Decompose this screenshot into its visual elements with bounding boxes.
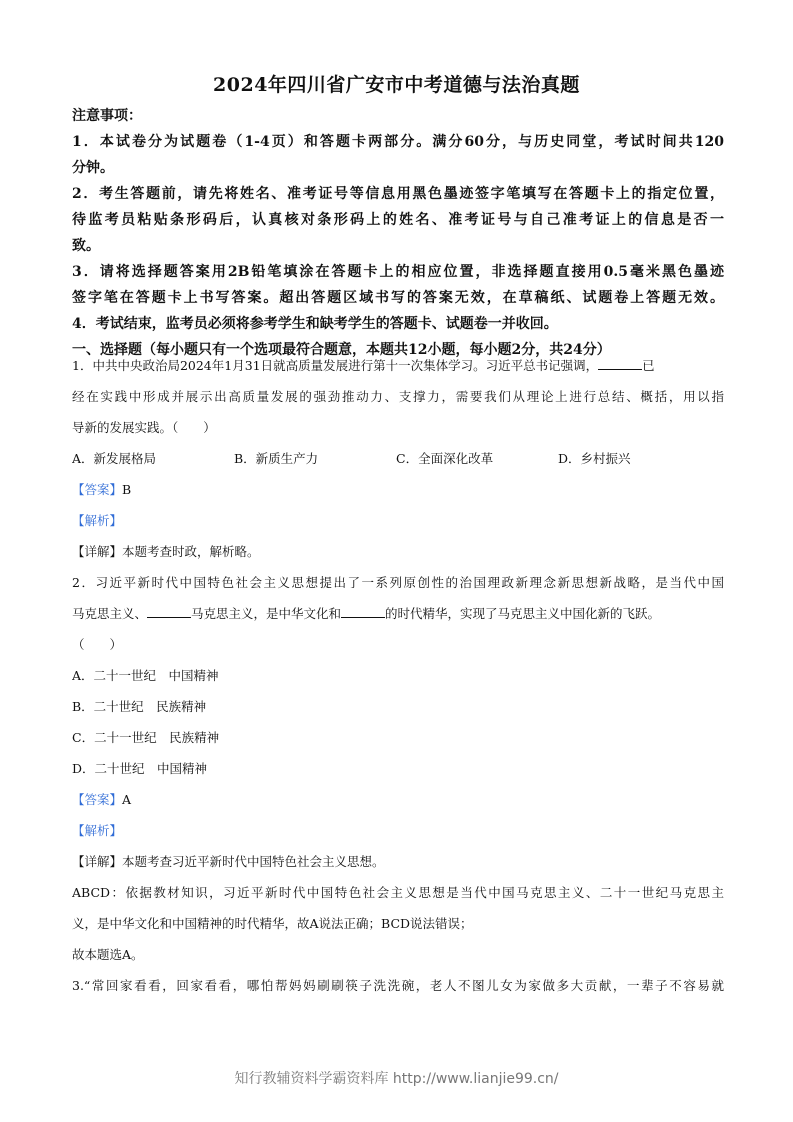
- notice-line: 致。: [72, 238, 100, 254]
- notice-line: 签字笔在答题卡上书写答案。超出答题区域书写的答案无效，在草稿纸、试题卷上答题无效。: [72, 290, 724, 306]
- q2-option-b: B．二十世纪 民族精神: [72, 699, 207, 714]
- question-body: [72, 350, 724, 1001]
- q1-option-a: A．新发展格局: [72, 451, 157, 466]
- notice-line: 2．考生答题前，请先将姓名、准考证号等信息用黑色墨迹签字笔填写在答题卡上的指定位置，: [72, 186, 724, 202]
- page-title: 2024年四川省广安市中考道德与法治真题: [213, 74, 580, 96]
- q2-option-a: A．二十一世纪 中国精神: [72, 668, 219, 683]
- notice-heading: 注意事项：: [72, 108, 142, 124]
- detail-tag: 【详解】: [72, 854, 123, 869]
- detail-tag: 【详解】: [72, 544, 123, 559]
- detail-text: 本题考查习近平新时代中国特色社会主义思想。: [122, 854, 385, 869]
- q1-analysis: [72, 505, 724, 536]
- q2-explanation-line: 义，是中华文化和中国精神的时代精华，故A说法正确；BCD说法错误；: [72, 916, 473, 931]
- q1-option-d: D．乡村振兴: [558, 451, 631, 466]
- q2-stem-text: 的时代精华，实现了马克思主义中国化新的飞跃。: [385, 606, 661, 621]
- q2-stem-line: 2．习近平新时代中国特色社会主义思想提出了一系列原创性的治国理政新理念新思想新战略，是当代中国: [72, 575, 724, 590]
- q2-option-d: D．二十世纪 中国精神: [72, 761, 208, 776]
- fill-blank: [147, 603, 191, 618]
- analysis-tag: 【解析】: [72, 513, 123, 528]
- answer-value: A: [122, 792, 132, 807]
- q2-stem-line: [72, 598, 724, 629]
- q2-stem-text: 马克思主义，是中华文化和: [191, 606, 342, 621]
- q1-stem-line: 经在实践中形成并展示出高质量发展的强劲推动力、支撑力，需要我们从理论上进行总结、概括，用以指: [72, 389, 724, 404]
- q3-stem-line: 3.“常回家看看，回家看看，哪怕帮妈妈刷刷筷子洗洗碗，老人不图儿女为家做多大贡献，一辈子不容易就: [72, 978, 724, 993]
- q1-options: [72, 443, 724, 474]
- notice-line: 4．考试结束，监考员必须将参考学生和缺考学生的答题卡、试题卷一并收回。: [72, 316, 558, 332]
- notice-line: 待监考员粘贴条形码后，认真核对条形码上的姓名、准考证号与自己准考证上的信息是否一: [72, 212, 724, 228]
- notice-line: 分钟。: [72, 160, 114, 176]
- notice-line: 1．本试卷分为试题卷（1-4页）和答题卡两部分。满分60分，与历史同堂，考试时间共120: [72, 134, 724, 150]
- q1-stem-text: 1．中共中央政治局2024年1月31日就高质量发展进行第十一次集体学习。习近平总书记强调，: [72, 358, 599, 373]
- q2-explanation-line: ABCD：依据教材知识，习近平新时代中国特色社会主义思想是当代中国马克思主义、二十一世纪马克思主: [72, 885, 724, 900]
- q1-stem-line: [72, 350, 724, 381]
- q2-stem-text: 马克思主义、: [72, 606, 148, 621]
- fill-blank: [341, 603, 385, 618]
- section-heading: 一、选择题（每小题只有一个选项最符合题意，本题共12小题，每小题2分，共24分）: [72, 342, 611, 358]
- q2-option-c: C．二十一世纪 民族精神: [72, 730, 220, 745]
- footer-watermark: 知行教辅资料学霸资料库 http://www.lianjie99.cn/: [234, 1071, 559, 1087]
- q1-stem-line: 导新的发展实践。（ ）: [72, 420, 216, 435]
- q1-option-b: B．新质生产力: [234, 451, 319, 466]
- q2-analysis: [72, 815, 724, 846]
- q2-answer: [72, 784, 724, 815]
- q1-detail: [72, 536, 724, 567]
- detail-text: 本题考查时政，解析略。: [122, 544, 260, 559]
- q1-option-c: C．全面深化改革: [396, 451, 494, 466]
- q2-conclusion: 故本题选A。: [72, 947, 144, 962]
- notice-block: [72, 103, 724, 363]
- fill-blank: [598, 355, 642, 370]
- q1-answer: [72, 474, 724, 505]
- notice-line: 3．请将选择题答案用2B铅笔填涂在答题卡上的相应位置，非选择题直接用0.5毫米黑色墨迹: [72, 264, 724, 280]
- q1-stem-text: 已: [642, 358, 655, 373]
- answer-tag: 【答案】: [72, 482, 123, 497]
- analysis-tag: 【解析】: [72, 823, 123, 838]
- q2-stem-line: （ ）: [72, 637, 123, 652]
- answer-value: B: [122, 482, 132, 497]
- answer-tag: 【答案】: [72, 792, 123, 807]
- q2-detail: [72, 846, 724, 877]
